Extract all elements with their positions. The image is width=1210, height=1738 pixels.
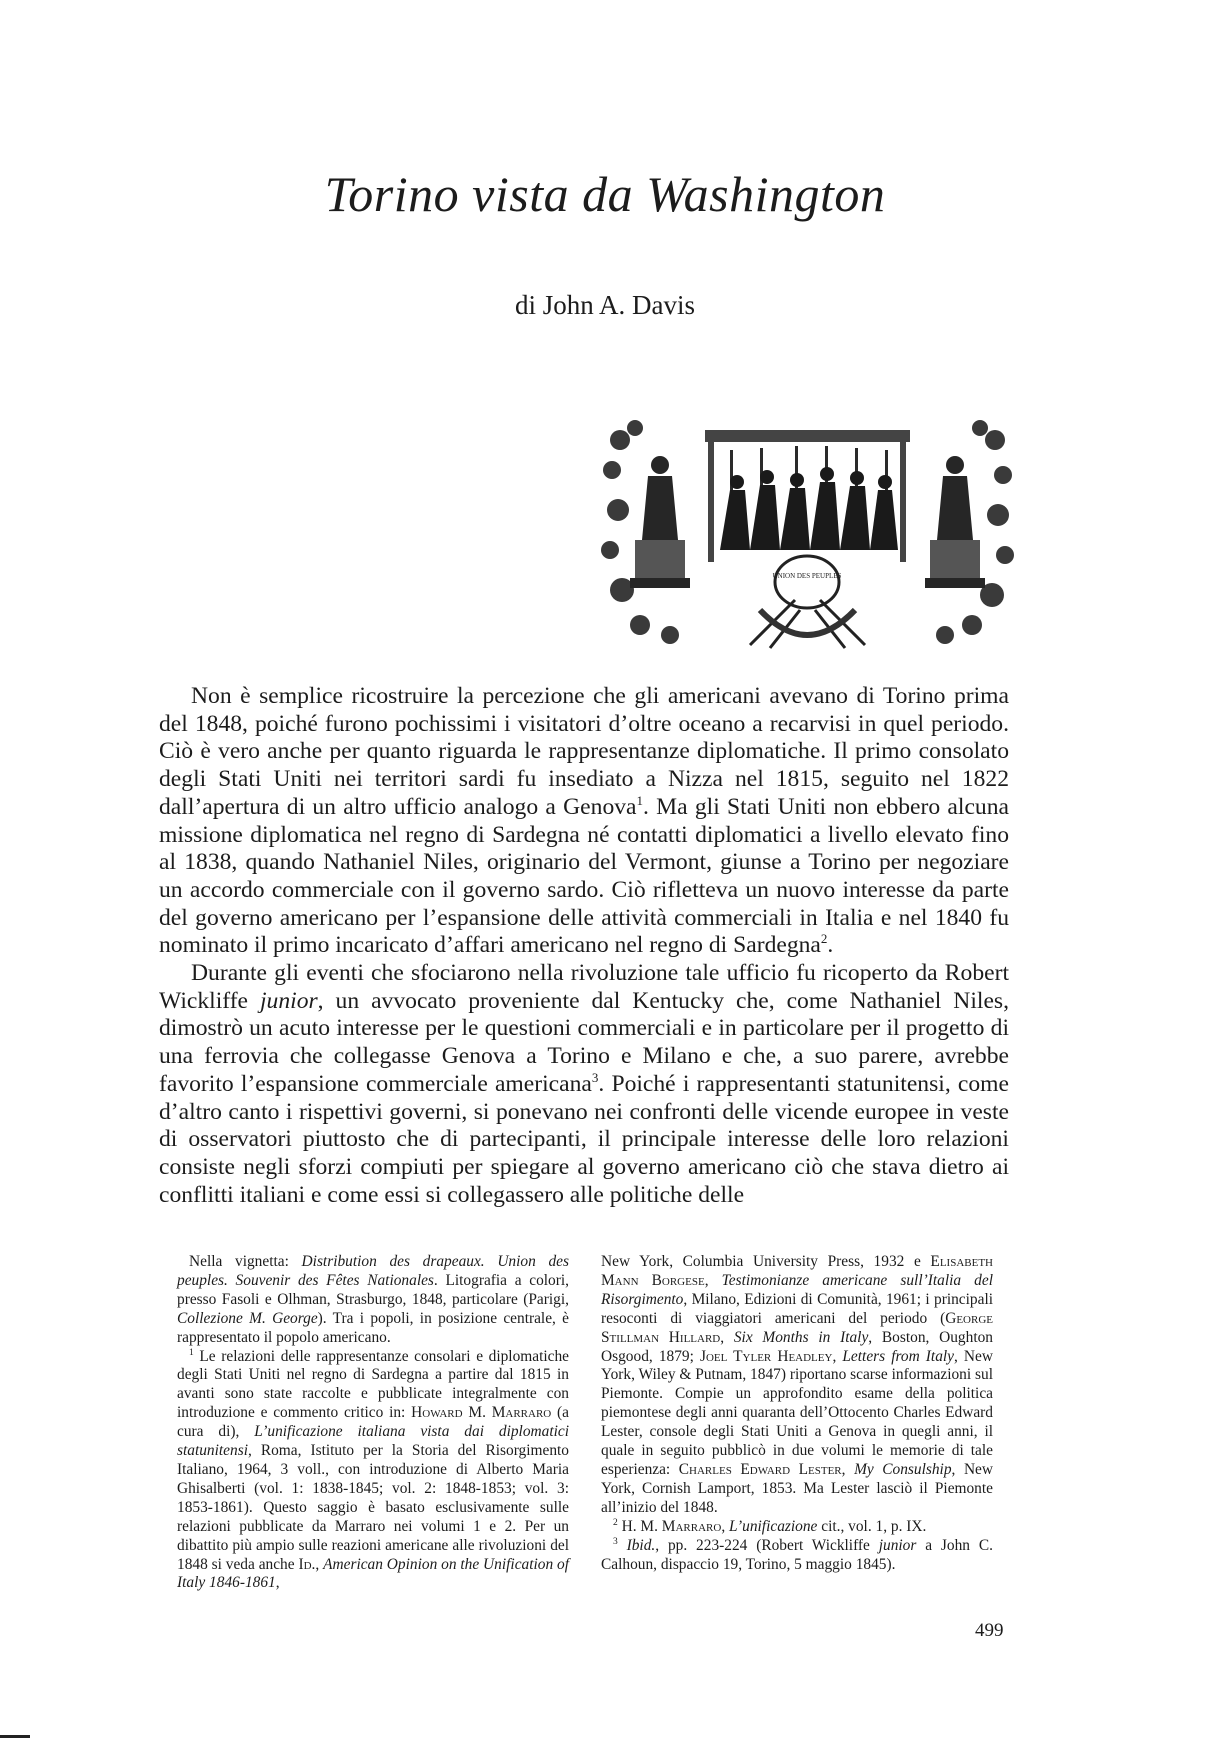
footnotes-left-column <box>177 1253 569 1593</box>
footnote-ref: 2 <box>820 931 828 947</box>
footnotes-right-column <box>601 1253 993 1574</box>
paragraph: Non è semplice ricostruire la percezione che gli americani avevano di Torino prima del 1848, poiché furono pochissimi i visitatori d’oltre oceano a recarvisi in quel periodo. Ciò è vero anche per quanto riguarda le rappresentanze diplomatiche. Il primo consolato degli Stati Uniti nei territori sardi fu insediato a Nizza nel 1815, seguito nel 1822 dall’apertura di un altro ufficio analogo a Genova$^1$. Ma gli Stati Uniti non ebbero alcuna missione diplomatica nel regno di Sardegna né contatti diplomatici a livello elevato fino al 1838, quando Nathaniel Niles, originario del Vermont, giunse a Torino per negoziare un accordo commerciale con il governo sardo. Ciò rifletteva un nuovo interesse da parte del governo americano per l’espansione delle attività commerciali in Italia e nel 1840 fu nominato il primo incaricato d’affari americano nel regno di Sardegna$^2$. <box>159 683 1009 959</box>
footnote-ref: 3 <box>591 1069 599 1085</box>
footnote-1-continued: New York, Columbia University Press, 1932 e Elisabeth Mann Borgese, Testimonianze americane sull’Italia del Risorgimento, Milano, Edizioni di Comunità, 1961; i principali resoconti di viaggiatori americani del periodo (George Stillman Hillard, Six Months in Italy, Boston, Oughton Osgood, 1879; Joel Tyler Headley, Letters from Italy, New York, Wiley & Putnam, 1847) riportano scarse informazioni sul Piemonte. Compie un approfondito esame della politica piemontese degli anni quaranta dell’Ottocento Charles Edward Lester, console degli Stati Uniti a Genova in quegli anni, il quale in seguito pubblicò in due volumi le memorie di tale esperienza: Charles Edward Lester, My Consulship, New York, Cornish Lamport, 1853. Ma Lester lasciò il Piemonte all’inizio del 1848. <box>601 1253 994 1516</box>
footnote-1: $^1$ Le relazioni delle rappresentanze consolari e diplomatiche degli Stati Uniti nel regno di Sardegna a partire dal 1815 in avanti sono state raccolte e pubblicate integralmente con introduzione e commento critico in: Howard M. Marraro (a cura di), L’unificazione italiana vista dai diplomatici statunitensi, Roma, Istituto per la Storia del Risorgimento Italiano, 1964, 3 voll., con introduzione di Alberto Maria Ghisalberti (vol. 1: 1838-1845; vol. 2: 1848-1853; vol. 3: 1853-1861). Questo saggio è basato esclusivamente sulle relazioni pubblicate da Marraro nei volumi 1 e 2. Per un dibattito più ampio sulle reazioni americane alle rivoluzioni del 1848 si veda anche Id., American Opinion on the Unification of Italy 1846-1861, <box>177 1347 570 1592</box>
footnote-ref: 1 <box>636 792 644 808</box>
paragraph: Durante gli eventi che sfociarono nella rivoluzione tale ufficio fu ricoperto da Robert Wickliffe junior, un avvocato proveniente dal Kentucky che, come Nathaniel Niles, dimostrò un acuto interesse per le questioni commerciali e in particolare per il progetto di una ferrovia che collegasse Genova a Torino e Milano e che, a suo parere, avrebbe favorito l’espansione commerciale americana$^3$. Poiché i rappresentanti statunitensi, come d’altro canto i rispettivi governi, si ponevano nei confronti delle vicende europee in veste di osservatori piuttosto che di partecipanti, il principale interesse delle loro relazioni consiste negli sforzi compiuti per spiegare al governo americano ciò che stava dietro ai conflitti italiani e come essi si collegassero alle politiche delle <box>159 960 1009 1208</box>
article-author: di John A. Davis <box>514 290 695 320</box>
footnote-2: $^2$ H. M. Marraro, L’unificazione cit., vol. 1, p. IX. <box>613 1517 927 1535</box>
vignette-caption: Nella vignetta: Distribution des drapeaux. Union des peuples. Souvenir des Fêtes Nationales. Litografia a colori, presso Fasoli e Olhman, Strasburgo, 1848, particolare (Parigi, Collezione M. George). Tra i popoli, in posizione centrale, è rappresentato il popolo americano. <box>177 1253 570 1346</box>
page-number: 499 <box>975 1620 1004 1641</box>
footnote-3: $^3$ Ibid., pp. 223-224 (Robert Wickliffe junior a John C. Calhoun, dispaccio 19, Torino, 5 maggio 1845). <box>601 1536 993 1573</box>
body-text <box>159 683 1009 1209</box>
vignette-illustration <box>600 410 1015 655</box>
shield-text: UNION DES PEUPLES <box>772 572 842 580</box>
article-title: Torino vista da Washington <box>324 166 886 222</box>
central-scene <box>705 430 910 648</box>
left-statue <box>630 456 690 588</box>
right-statue <box>925 456 985 588</box>
